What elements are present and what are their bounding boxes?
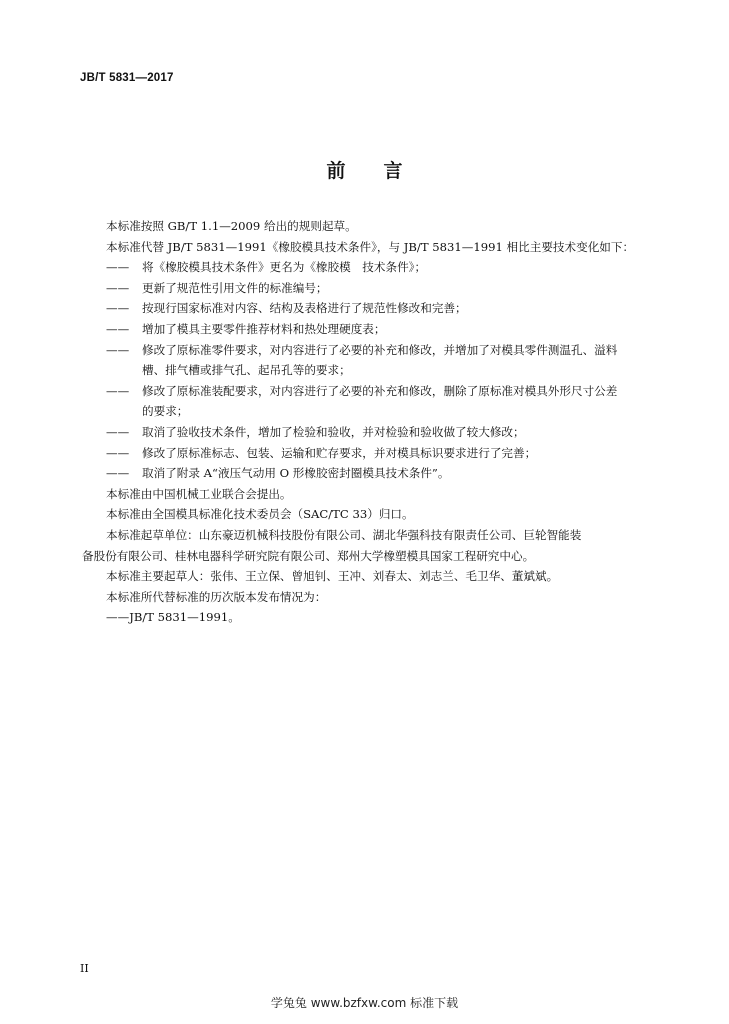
list-item: [82, 319, 674, 340]
paragraph: 本标准按照 GB/T 1.1—2009 给出的规则起草。: [106, 219, 357, 233]
list-item-line: 修改了原标准零件要求，对内容进行了必要的补充和修改，并增加了对模具零件测温孔、溢料: [142, 342, 618, 357]
list-item-continuation: 的要求；: [142, 404, 189, 419]
document-code: JB/T 5831—2017: [80, 72, 174, 84]
paragraph: 本标准由中国机械工业联合会提出。: [106, 486, 292, 501]
list-item: [82, 443, 674, 464]
footer-watermark: 学兔兔 www.bzfxw.com 标准下载: [270, 996, 459, 1010]
title-char-1: 前: [326, 160, 346, 182]
paragraph: 本标准所代替标准的历次版本发布情况为：: [106, 589, 327, 604]
paragraph-continuation: 备股份有限公司、桂林电器科学研究院有限公司、郑州大学橡塑模具国家工程研究中心。: [82, 548, 535, 563]
list-item-text: [106, 381, 674, 422]
list-dash: ——: [106, 321, 130, 336]
list-item: [82, 298, 674, 319]
list-item: [82, 381, 674, 422]
list-item-text: 按现行国家标准对内容、结构及表格进行了规范性修改和完善；: [142, 301, 467, 316]
list-dash: ——: [106, 280, 130, 295]
list-dash: ——: [106, 445, 130, 460]
list-item-text: 将《橡胶模具技术条件》更名为《橡胶模 技术条件》；: [142, 260, 427, 275]
list-item-text: [106, 340, 674, 381]
paragraph: 本标准起草单位：山东豪迈机械科技股份有限公司、湖北华强科技有限责任公司、巨轮智能装: [106, 527, 582, 542]
list-dash: ——: [106, 260, 130, 275]
list-item: [82, 257, 674, 278]
list-dash: ——: [106, 383, 130, 398]
paragraph: 本标准代替 JB/T 5831—1991《橡胶模具技术条件》，与 JB/T 5831—1991 相比主要技术变化如下：: [106, 239, 635, 254]
paragraph: 本标准由全国模具标准化技术委员会（SAC/TC 33）归口。: [106, 507, 414, 522]
list-item-line: 修改了原标准装配要求，对内容进行了必要的补充和修改，删除了原标准对模具外形尺寸公差: [142, 383, 618, 398]
list-item: [82, 463, 674, 484]
list-item: [82, 422, 674, 443]
list-item: [82, 278, 674, 299]
list-item-text: 取消了附录 A“液压气动用 O 形橡胶密封圈模具技术条件”。: [142, 466, 450, 481]
list-dash: ——: [106, 466, 130, 481]
page-number: II: [80, 962, 89, 975]
list-item-continuation: 槽、排气槽或排气孔、起吊孔等的要求；: [142, 363, 351, 378]
list-dash: ——: [106, 342, 130, 357]
list-item-text: 取消了验收技术条件，增加了检验和验收，并对检验和验收做了较大修改；: [142, 424, 525, 439]
page-title: [0, 156, 729, 183]
list-item: [82, 340, 674, 381]
foreword-body: [82, 216, 674, 628]
list-item-text: 增加了模具主要零件推荐材料和热处理硬度表；: [142, 321, 386, 336]
paragraph: ——JB/T 5831—1991。: [106, 610, 240, 625]
paragraph: 本标准主要起草人：张伟、王立保、曾旭钊、王冲、刘春太、刘志兰、毛卫华、董斌斌。: [106, 569, 559, 584]
list-item-text: 修改了原标准标志、包装、运输和贮存要求，并对模具标识要求进行了完善；: [142, 445, 537, 460]
list-dash: ——: [106, 301, 130, 316]
list-dash: ——: [106, 424, 130, 439]
list-item-text: 更新了规范性引用文件的标准编号；: [142, 280, 328, 295]
title-char-2: 言: [383, 160, 403, 182]
